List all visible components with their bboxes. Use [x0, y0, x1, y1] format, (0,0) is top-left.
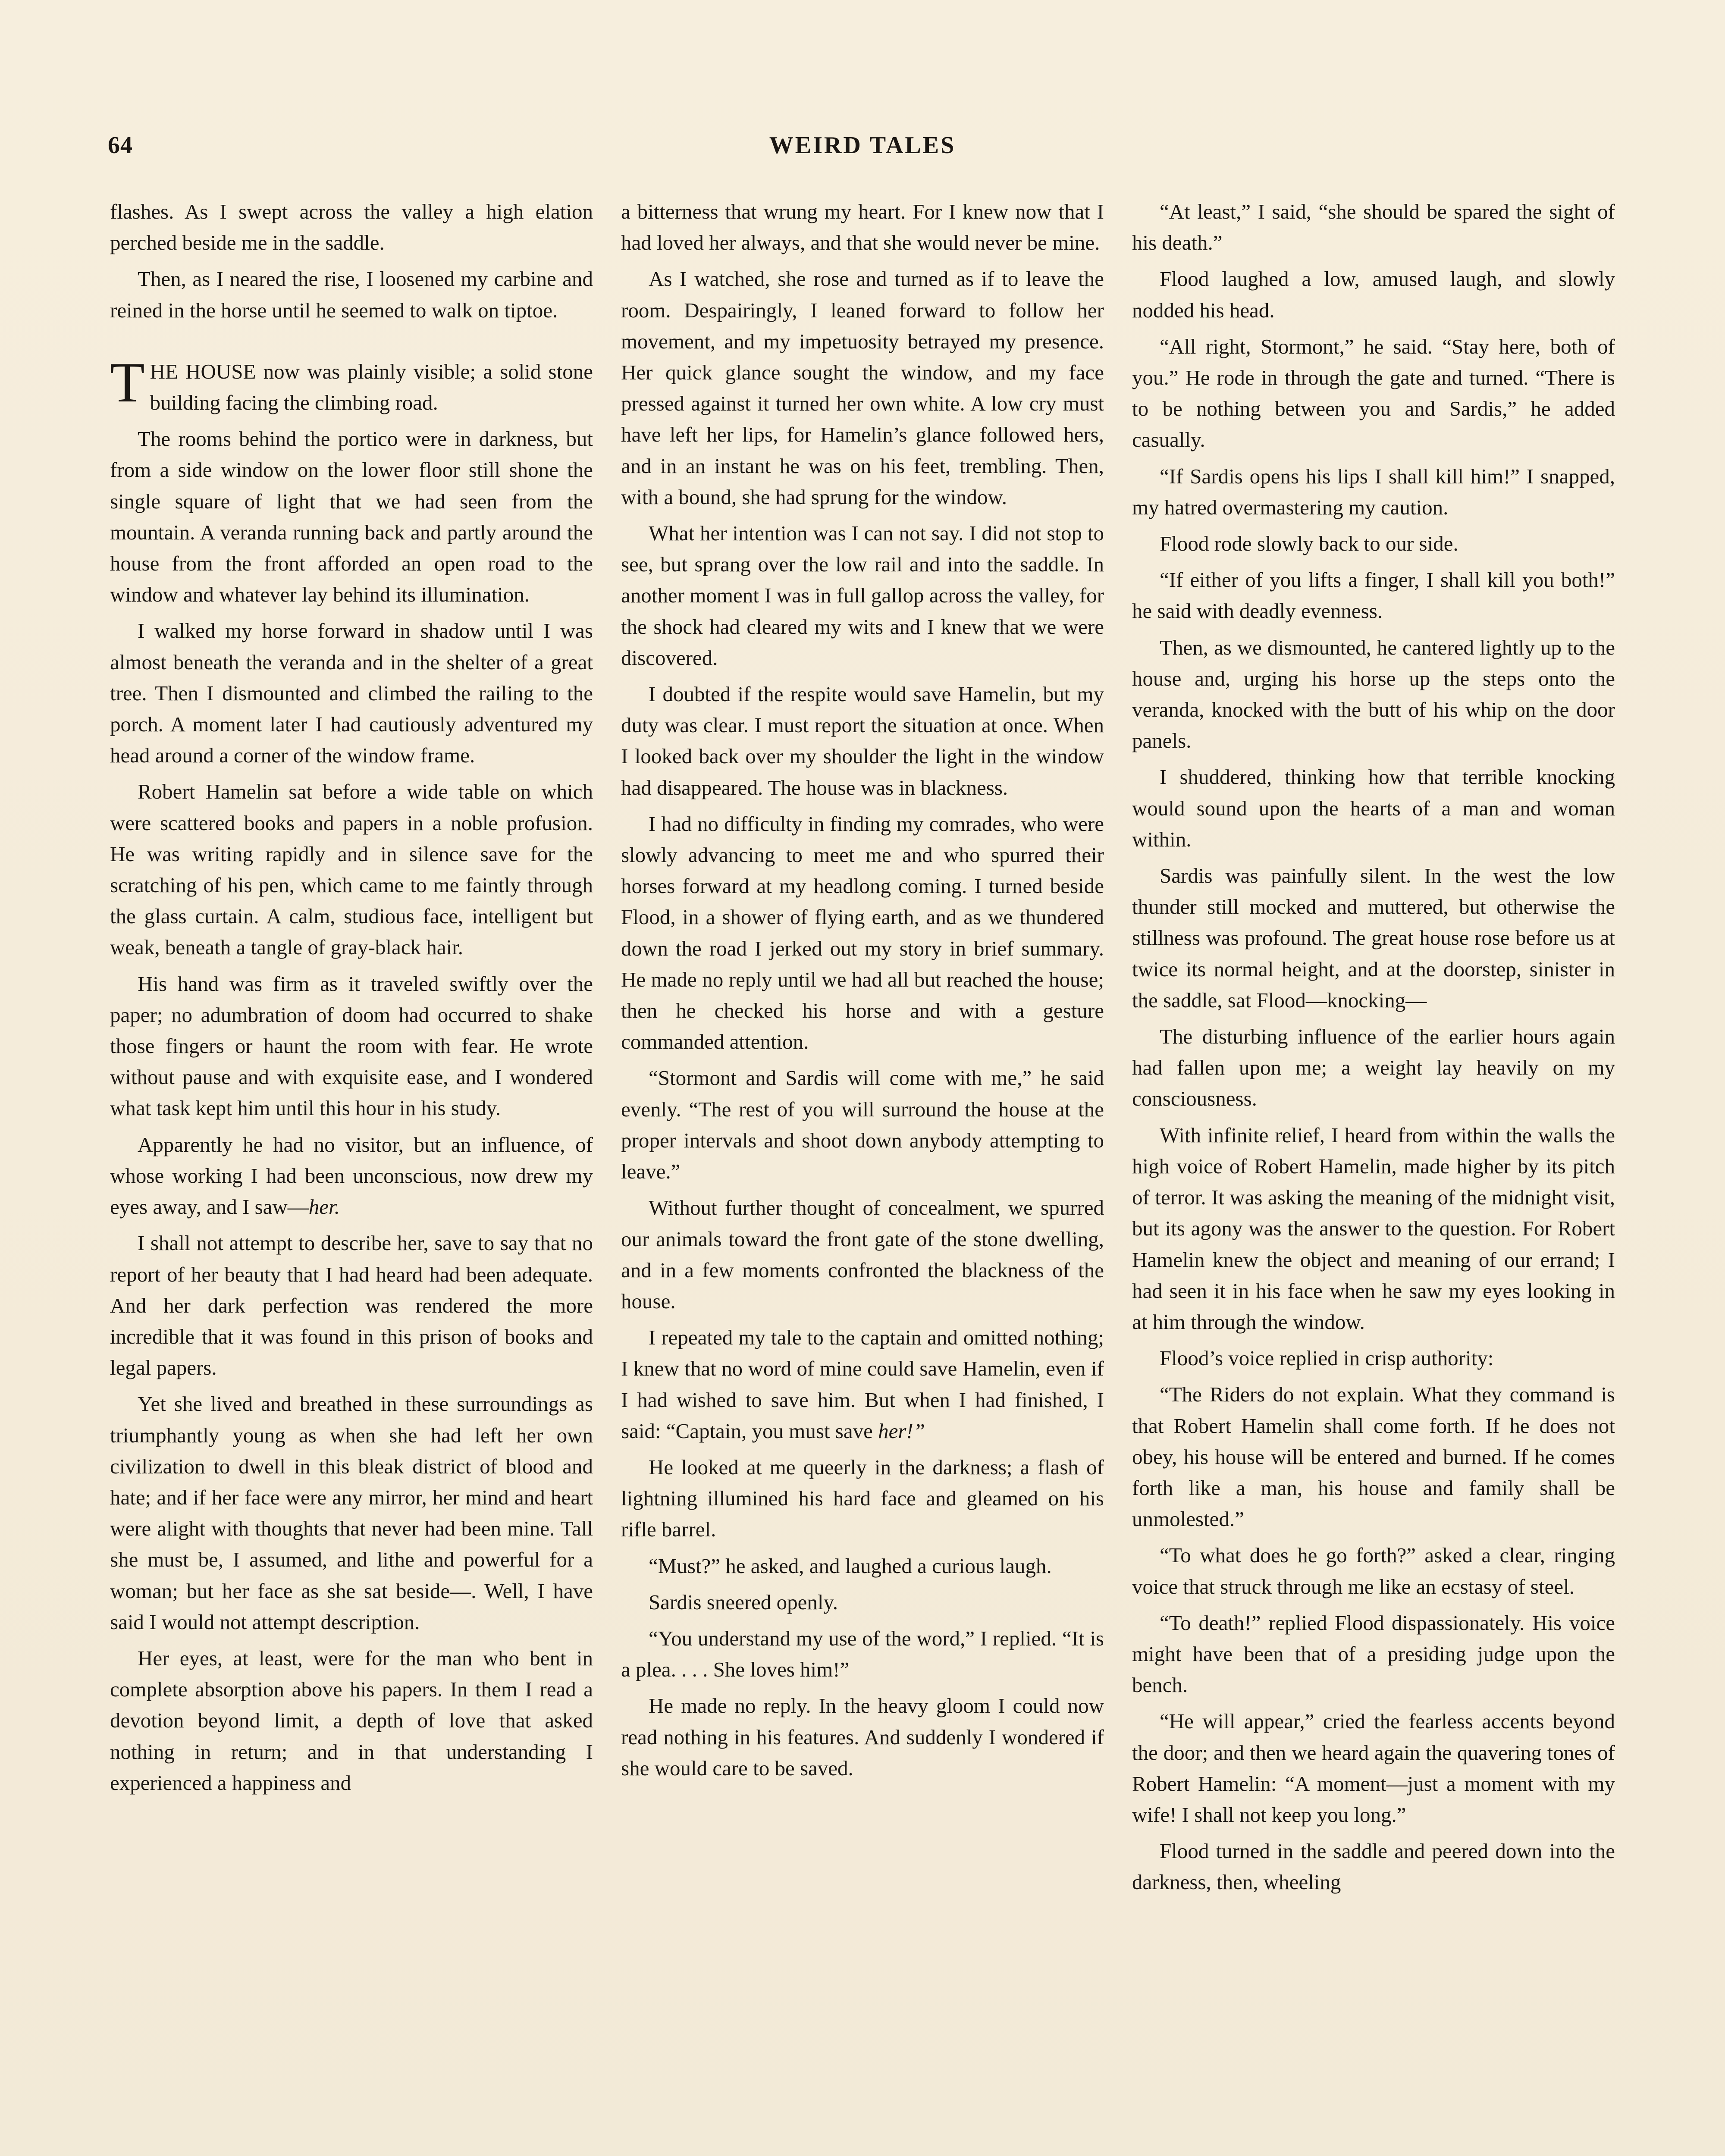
paragraph-text: I walked my horse forward in shadow until I was almost beneath the veranda and in the shelter of a great tree. Then I dismounted and climbed the railing to the porch. A moment later I had cautiously adventured my head around a corner of the window frame.: [110, 619, 593, 768]
paragraph-text: “To what does he go forth?” asked a clear, ringing voice that struck through me like an ecstasy of steel.: [1132, 1543, 1615, 1598]
column-middle: [621, 196, 1104, 2156]
paragraph-text: With infinite relief, I heard from within the walls the high voice of Robert Hamelin, made higher by its pitch of terror. It was asking the meaning of the midnight visit, but its agony was the answer to the question. For Robert Hamelin knew the object and meaning of our errand; I had seen it in his face when he saw my eyes looking in at him through the window.: [1132, 1123, 1615, 1334]
paragraph: [621, 1587, 1104, 1618]
paragraph-text: HE HOUSE now was plainly visible; a solid stone building facing the climbing road.: [150, 359, 593, 415]
paragraph-text: “All right, Stormont,” he said. “Stay here, both of you.” He rode in through the gate and turned. “There is to be nothing between you and Sardis,” he added casually.: [1132, 334, 1615, 452]
paragraph-text: Flood turned in the saddle and peered down into the darkness, then, wheeling: [1132, 1839, 1615, 1894]
paragraph: [621, 808, 1104, 1058]
paragraph: [621, 679, 1104, 803]
paragraph: [1132, 1120, 1615, 1338]
paragraph: [1132, 761, 1615, 855]
paragraph: [110, 615, 593, 771]
paragraph-text: Without further thought of concealment, we spurred our animals toward the front gate of the stone dwelling, and in a few moments confronted the blackness of the house.: [621, 1196, 1104, 1313]
paragraph-text: As I watched, she rose and turned as if to leave the room. Despairingly, I leaned forward to follow her movement, and my impetuosity betrayed my presence. Her quick glance sought the window, and my face pressed against it turned her own white. A low cry must have left her lips, for Hamelin’s glance followed hers, and in an instant he was on his feet, trembling. Then, with a bound, she had sprung for the window.: [621, 267, 1104, 509]
paragraph-text: “You understand my use of the word,” I replied. “It is a plea. . . . She loves him!”: [621, 1626, 1104, 1682]
paragraph: [621, 263, 1104, 513]
paragraph: [110, 1129, 593, 1223]
paragraph: [621, 1551, 1104, 1582]
paragraph-text: I shall not attempt to describe her, save to say that no report of her beauty that I had heard had been adequate. And her dark perfection was rendered the more incredible that it was found in this prison of books and legal papers.: [110, 1231, 593, 1380]
paragraph: [110, 423, 593, 610]
paragraph-text: Flood laughed a low, amused laugh, and slowly nodded his head.: [1132, 267, 1615, 322]
paragraph-text: “Must?” he asked, and laughed a curious laugh.: [649, 1554, 1052, 1578]
paragraph-text: “The Riders do not explain. What they command is that Robert Hamelin shall come forth. If he does not obey, his house will be entered and burned. If he comes forth like a man, his house and family shall be unmolested.”: [1132, 1382, 1615, 1531]
paragraph-text: The disturbing influence of the earlier hours again had fallen upon me; a weight lay heavily on my consciousness.: [1132, 1025, 1615, 1111]
paragraph: [110, 263, 593, 326]
paragraph: [621, 1192, 1104, 1317]
paragraph: [1132, 196, 1615, 258]
paragraph: [110, 968, 593, 1124]
paragraph: [110, 1388, 593, 1638]
paragraph: [110, 350, 593, 418]
paragraph-text: “At least,” I said, “she should be spared the sight of his death.”: [1132, 200, 1615, 255]
paragraph: [110, 196, 593, 258]
paragraph-text: He looked at me queerly in the darkness; a flash of lightning illumined his hard face and gleamed on his rifle barrel.: [621, 1455, 1104, 1542]
paragraph-text: I shuddered, thinking how that terrible knocking would sound upon the hearts of a man and woman within.: [1132, 765, 1615, 851]
paragraph: [621, 1322, 1104, 1447]
paragraph: [621, 1690, 1104, 1784]
paragraph-text: I had no difficulty in finding my comrades, who were slowly advancing to meet me and who spurred their horses forward at my headlong coming. I turned beside Flood, in a shower of flying earth, and as we thundered down the road I jerked out my story in brief summary. He made no reply until we had all but reached the house; then he checked his horse and with a gesture commanded attention.: [621, 812, 1104, 1054]
paragraph: [1132, 1540, 1615, 1602]
paragraph-text: The rooms behind the portico were in darkness, but from a side window on the lower floor still shone the single square of light that we had seen from the mountain. A veranda running back and partly around the house from the front afforded an open road to the window and whatever lay behind its illumination.: [110, 427, 593, 607]
paragraph-text: “To death!” replied Flood dispassionately. His voice might have been that of a presiding judge upon the bench.: [1132, 1611, 1615, 1697]
paragraph-text: Flood rode slowly back to our side.: [1160, 532, 1458, 556]
paragraph-text: Apparently he had no visitor, but an influence, of whose working I had been unconscious, now drew my eyes away, and I saw—: [110, 1132, 593, 1219]
paragraph: [1132, 1343, 1615, 1374]
paragraph: [1132, 1608, 1615, 1701]
paragraph: [1132, 632, 1615, 757]
paragraph-text: “If either of you lifts a finger, I shall kill you both!” he said with deadly evenness.: [1132, 568, 1615, 623]
paragraph-text: Flood’s voice replied in crisp authority:: [1160, 1346, 1494, 1370]
paragraph-text: Then, as we dismounted, he cantered lightly up to the house and, urging his horse up the steps onto the veranda, knocked with the butt of his whip on the door panels.: [1132, 635, 1615, 753]
paragraph: [1132, 263, 1615, 326]
italic-emphasis: her!”: [878, 1419, 925, 1443]
paragraph: [1132, 860, 1615, 1016]
column-left: [110, 196, 593, 2156]
paragraph-text: flashes. As I swept across the valley a high elation perched beside me in the saddle.: [110, 200, 593, 255]
paragraph: [110, 1228, 593, 1383]
page-number: 64: [108, 132, 133, 159]
italic-emphasis: her.: [308, 1195, 340, 1219]
paragraph-text: Sardis was painfully silent. In the west the low thunder still mocked and muttered, but otherwise the stillness was profound. The great house rose before us at twice its normal height, and at the doorstep, sinister in the saddle, sat Flood—knocking—: [1132, 864, 1615, 1012]
paragraph: [1132, 461, 1615, 523]
paragraph-text: I doubted if the respite would save Hamelin, but my duty was clear. I must report the situation at once. When I looked back over my shoulder the light in the window had disappeared. The house was in blackness.: [621, 682, 1104, 799]
paragraph: [1132, 1836, 1615, 1898]
drop-cap: T: [110, 350, 145, 414]
paragraph: [621, 518, 1104, 674]
paragraph: [621, 1452, 1104, 1545]
paragraph-text: “Stormont and Sardis will come with me,” he said evenly. “The rest of you will surround the house at the proper intervals and shoot down anybody attempting to leave.”: [621, 1066, 1104, 1184]
text-columns: [110, 196, 1615, 2156]
paragraph-text: What her intention was I can not say. I did not stop to see, but sprang over the low rail and into the saddle. In another moment I was in full gallop across the valley, for the shock had cleared my wits and I knew that we were discovered.: [621, 521, 1104, 670]
paragraph-text: “He will appear,” cried the fearless accents beyond the door; and then we heard again the quavering tones of Robert Hamelin: “A moment—just a moment with my wife! I shall not keep you long.”: [1132, 1709, 1615, 1827]
paragraph: [1132, 564, 1615, 627]
paragraph-text: I repeated my tale to the captain and omitted nothing; I knew that no word of mine could save Hamelin, even if I had wished to save him. But when I had finished, I said: “Captain, you must save: [621, 1326, 1104, 1443]
paragraph: [1132, 331, 1615, 456]
paragraph: [1132, 1379, 1615, 1535]
page-header: [108, 132, 1617, 166]
paragraph-text: Her eyes, at least, were for the man who bent in complete absorption above his papers. In them I read a devotion beyond limit, a depth of love that asked nothing in return; and in that understanding I experienced a happiness and: [110, 1646, 593, 1795]
paragraph: [1132, 528, 1615, 559]
paragraph-text: “If Sardis opens his lips I shall kill him!” I snapped, my hatred overmastering my caution.: [1132, 464, 1615, 519]
paragraph: [621, 1062, 1104, 1187]
running-title: WEIRD TALES: [769, 132, 956, 159]
paragraph: [110, 1643, 593, 1799]
paragraph: [1132, 1706, 1615, 1830]
column-right: [1132, 196, 1615, 2156]
paragraph: [110, 776, 593, 963]
paragraph-text: Robert Hamelin sat before a wide table on which were scattered books and papers in a noble profusion. He was writing rapidly and in silence save for the scratching of his pen, which came to me faintly through the glass curtain. A calm, studious face, intelligent but weak, beneath a tangle of gray-black hair.: [110, 780, 593, 959]
paragraph-text: Sardis sneered openly.: [649, 1590, 838, 1614]
paragraph-text: His hand was firm as it traveled swiftly over the paper; no adumbration of doom had occurred to shake those fingers or haunt the room with fear. He wrote without pause and with exquisite ease, and I wondered what task kept him until this hour in his study.: [110, 971, 593, 1120]
paragraph-text: Yet she lived and breathed in these surroundings as triumphantly young as when she had left her own civilization to dwell in this bleak district of blood and hate; and if her face were any mirror, her mind and heart were alight with thoughts that never had been mine. Tall she must be, I assumed, and lithe and powerful for a woman; but her face as she sat beside—. Well, I have said I would not attempt description.: [110, 1392, 593, 1634]
paragraph-text: Then, as I neared the rise, I loosened my carbine and reined in the horse until he seemed to walk on tiptoe.: [110, 267, 593, 322]
paragraph-text: He made no reply. In the heavy gloom I could now read nothing in his features. And suddenly I wondered if she would care to be saved.: [621, 1694, 1104, 1780]
paragraph: [621, 1623, 1104, 1685]
paragraph-text: a bitterness that wrung my heart. For I knew now that I had loved her always, and that she would never be mine.: [621, 200, 1104, 255]
paragraph: [621, 196, 1104, 258]
paragraph: [1132, 1021, 1615, 1115]
